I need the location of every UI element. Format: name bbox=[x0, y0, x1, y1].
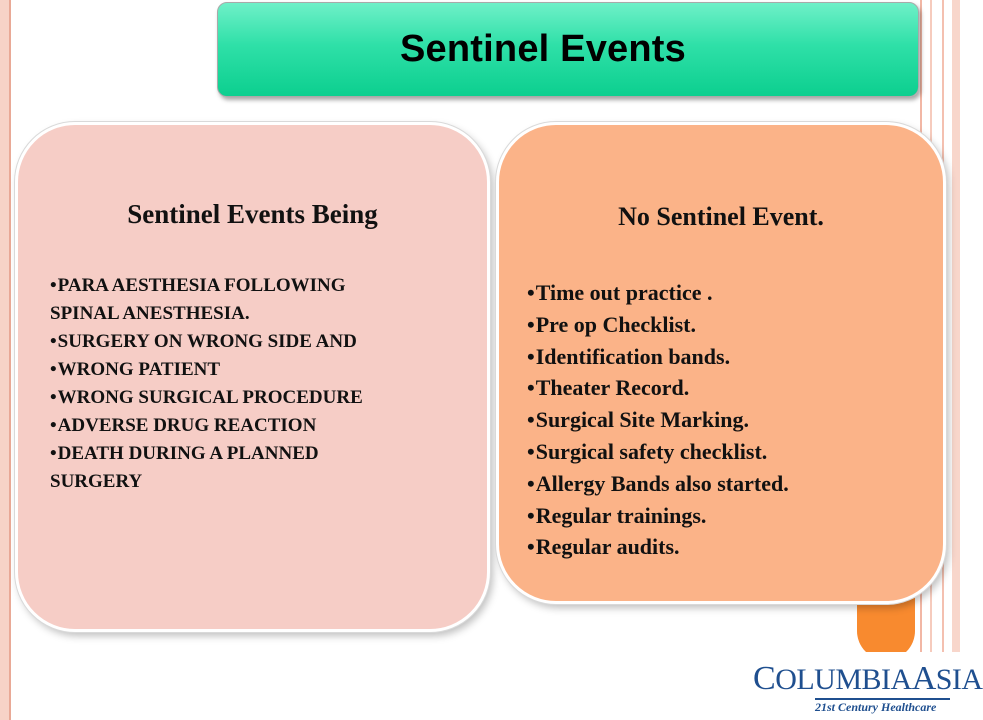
list-item: •Regular trainings. bbox=[527, 502, 707, 528]
left-decorative-border bbox=[0, 0, 9, 720]
list-item: SPINAL ANESTHESIA. bbox=[50, 303, 250, 324]
list-item: SURGERY bbox=[50, 471, 143, 492]
logo-tagline: 21st Century Healthcare bbox=[815, 700, 937, 714]
list-item: •PARA AESTHESIA FOLLOWING bbox=[50, 275, 346, 296]
list-item: •SURGERY ON WRONG SIDE AND bbox=[50, 331, 357, 352]
list-item: •Pre op Checklist. bbox=[527, 311, 697, 337]
list-item: •Theater Record. bbox=[527, 375, 690, 401]
list-item: •Surgical safety checklist. bbox=[527, 438, 768, 464]
list-item: •Time out practice . bbox=[527, 280, 713, 305]
logo-wordmark: COLUMBIAASIA bbox=[753, 660, 983, 697]
panel-heading: Sentinel Events Being bbox=[127, 199, 378, 229]
list-item: •Identification bands. bbox=[527, 343, 731, 369]
sentinel-events-list bbox=[50, 272, 460, 496]
sentinel-events-panel bbox=[15, 122, 490, 632]
title-bar bbox=[217, 2, 919, 97]
slide-title: Sentinel Events bbox=[400, 28, 686, 70]
list-item: •ADVERSE DRUG REACTION bbox=[50, 415, 317, 436]
no-sentinel-event-panel bbox=[496, 122, 946, 604]
list-item: •WRONG PATIENT bbox=[50, 359, 221, 380]
left-decorative-line bbox=[9, 0, 11, 720]
panel-heading: No Sentinel Event. bbox=[618, 202, 824, 231]
columbia-asia-logo bbox=[745, 652, 983, 720]
list-item: •DEATH DURING A PLANNED bbox=[50, 443, 319, 464]
list-item: •Allergy Bands also started. bbox=[527, 470, 789, 496]
measures-list bbox=[527, 277, 927, 563]
list-item: •WRONG SURGICAL PROCEDURE bbox=[50, 387, 363, 408]
list-item: •Regular audits. bbox=[527, 534, 680, 560]
list-item: •Surgical Site Marking. bbox=[527, 407, 749, 433]
